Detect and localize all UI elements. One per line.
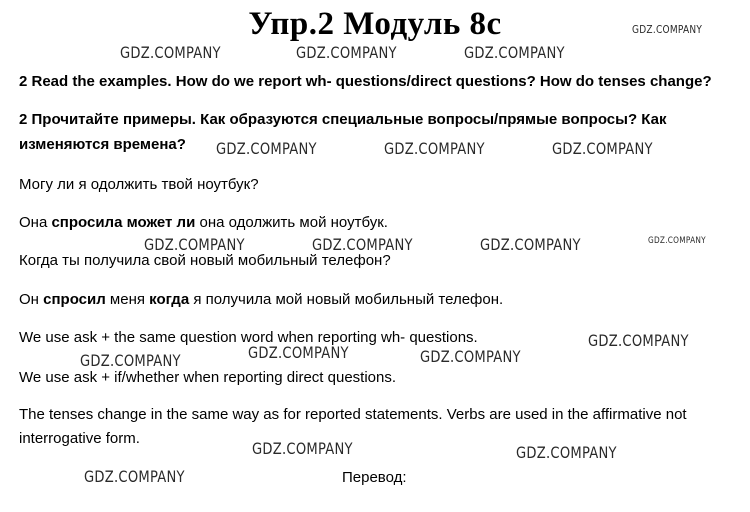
watermark: GDZ.COMPANY [80, 351, 181, 370]
text-fragment: она одолжить мой ноутбук. [195, 214, 388, 231]
example-reported-1 [19, 213, 388, 233]
watermark: GDZ.COMPANY [384, 139, 485, 158]
watermark: GDZ.COMPANY [248, 343, 349, 362]
question-english: 2 Read the examples. How do we report wh- questions/direct questions? How do tenses change? [19, 73, 712, 90]
question-russian-line2: изменяются времена? [19, 136, 186, 153]
page-title: Упр.2 Модуль 8с [248, 6, 502, 42]
text-fragment: Она [19, 214, 52, 231]
rule-tenses-line1: The tenses change in the same way as for reported statements. Verbs are used in the affirmative not [19, 406, 687, 423]
example-question-2: Когда ты получила свой новый мобильный телефон? [19, 252, 391, 269]
watermark: GDZ.COMPANY [632, 23, 703, 36]
rule-tenses-line2: interrogative form. [19, 430, 140, 447]
watermark: GDZ.COMPANY [216, 139, 317, 158]
watermark: GDZ.COMPANY [464, 43, 565, 62]
watermark: GDZ.COMPANY [120, 43, 221, 62]
watermark: GDZ.COMPANY [420, 347, 521, 366]
watermark: GDZ.COMPANY [480, 235, 581, 254]
question-russian-line1: 2 Прочитайте примеры. Как образуются специальные вопросы/прямые вопросы? Как [19, 111, 667, 128]
watermark: GDZ.COMPANY [252, 439, 353, 458]
watermark: GDZ.COMPANY [84, 467, 185, 486]
watermark: GDZ.COMPANY [588, 331, 689, 350]
watermark: GDZ.COMPANY [312, 235, 413, 254]
text-fragment: я получила мой новый мобильный телефон. [189, 291, 504, 308]
watermark: GDZ.COMPANY [552, 139, 653, 158]
example-reported-2 [19, 290, 503, 310]
highlighted-word: когда [149, 291, 190, 308]
text-fragment: меня [105, 291, 150, 308]
rule-direct-questions: We use ask + if/whether when reporting direct questions. [19, 369, 397, 386]
highlighted-phrase: спросила может ли [51, 214, 196, 231]
highlighted-word: спросил [43, 291, 106, 308]
rule-wh-questions: We use ask + the same question word when reporting wh- questions. [19, 329, 478, 346]
watermark: GDZ.COMPANY [296, 43, 397, 62]
translation-label: Перевод: [342, 469, 407, 486]
watermark: GDZ.COMPANY [516, 443, 617, 462]
watermark: GDZ.COMPANY [144, 235, 245, 254]
example-question-1: Могу ли я одолжить твой ноутбук? [19, 176, 259, 193]
text-fragment: Он [19, 291, 44, 308]
watermark: GDZ.COMPANY [648, 236, 706, 246]
